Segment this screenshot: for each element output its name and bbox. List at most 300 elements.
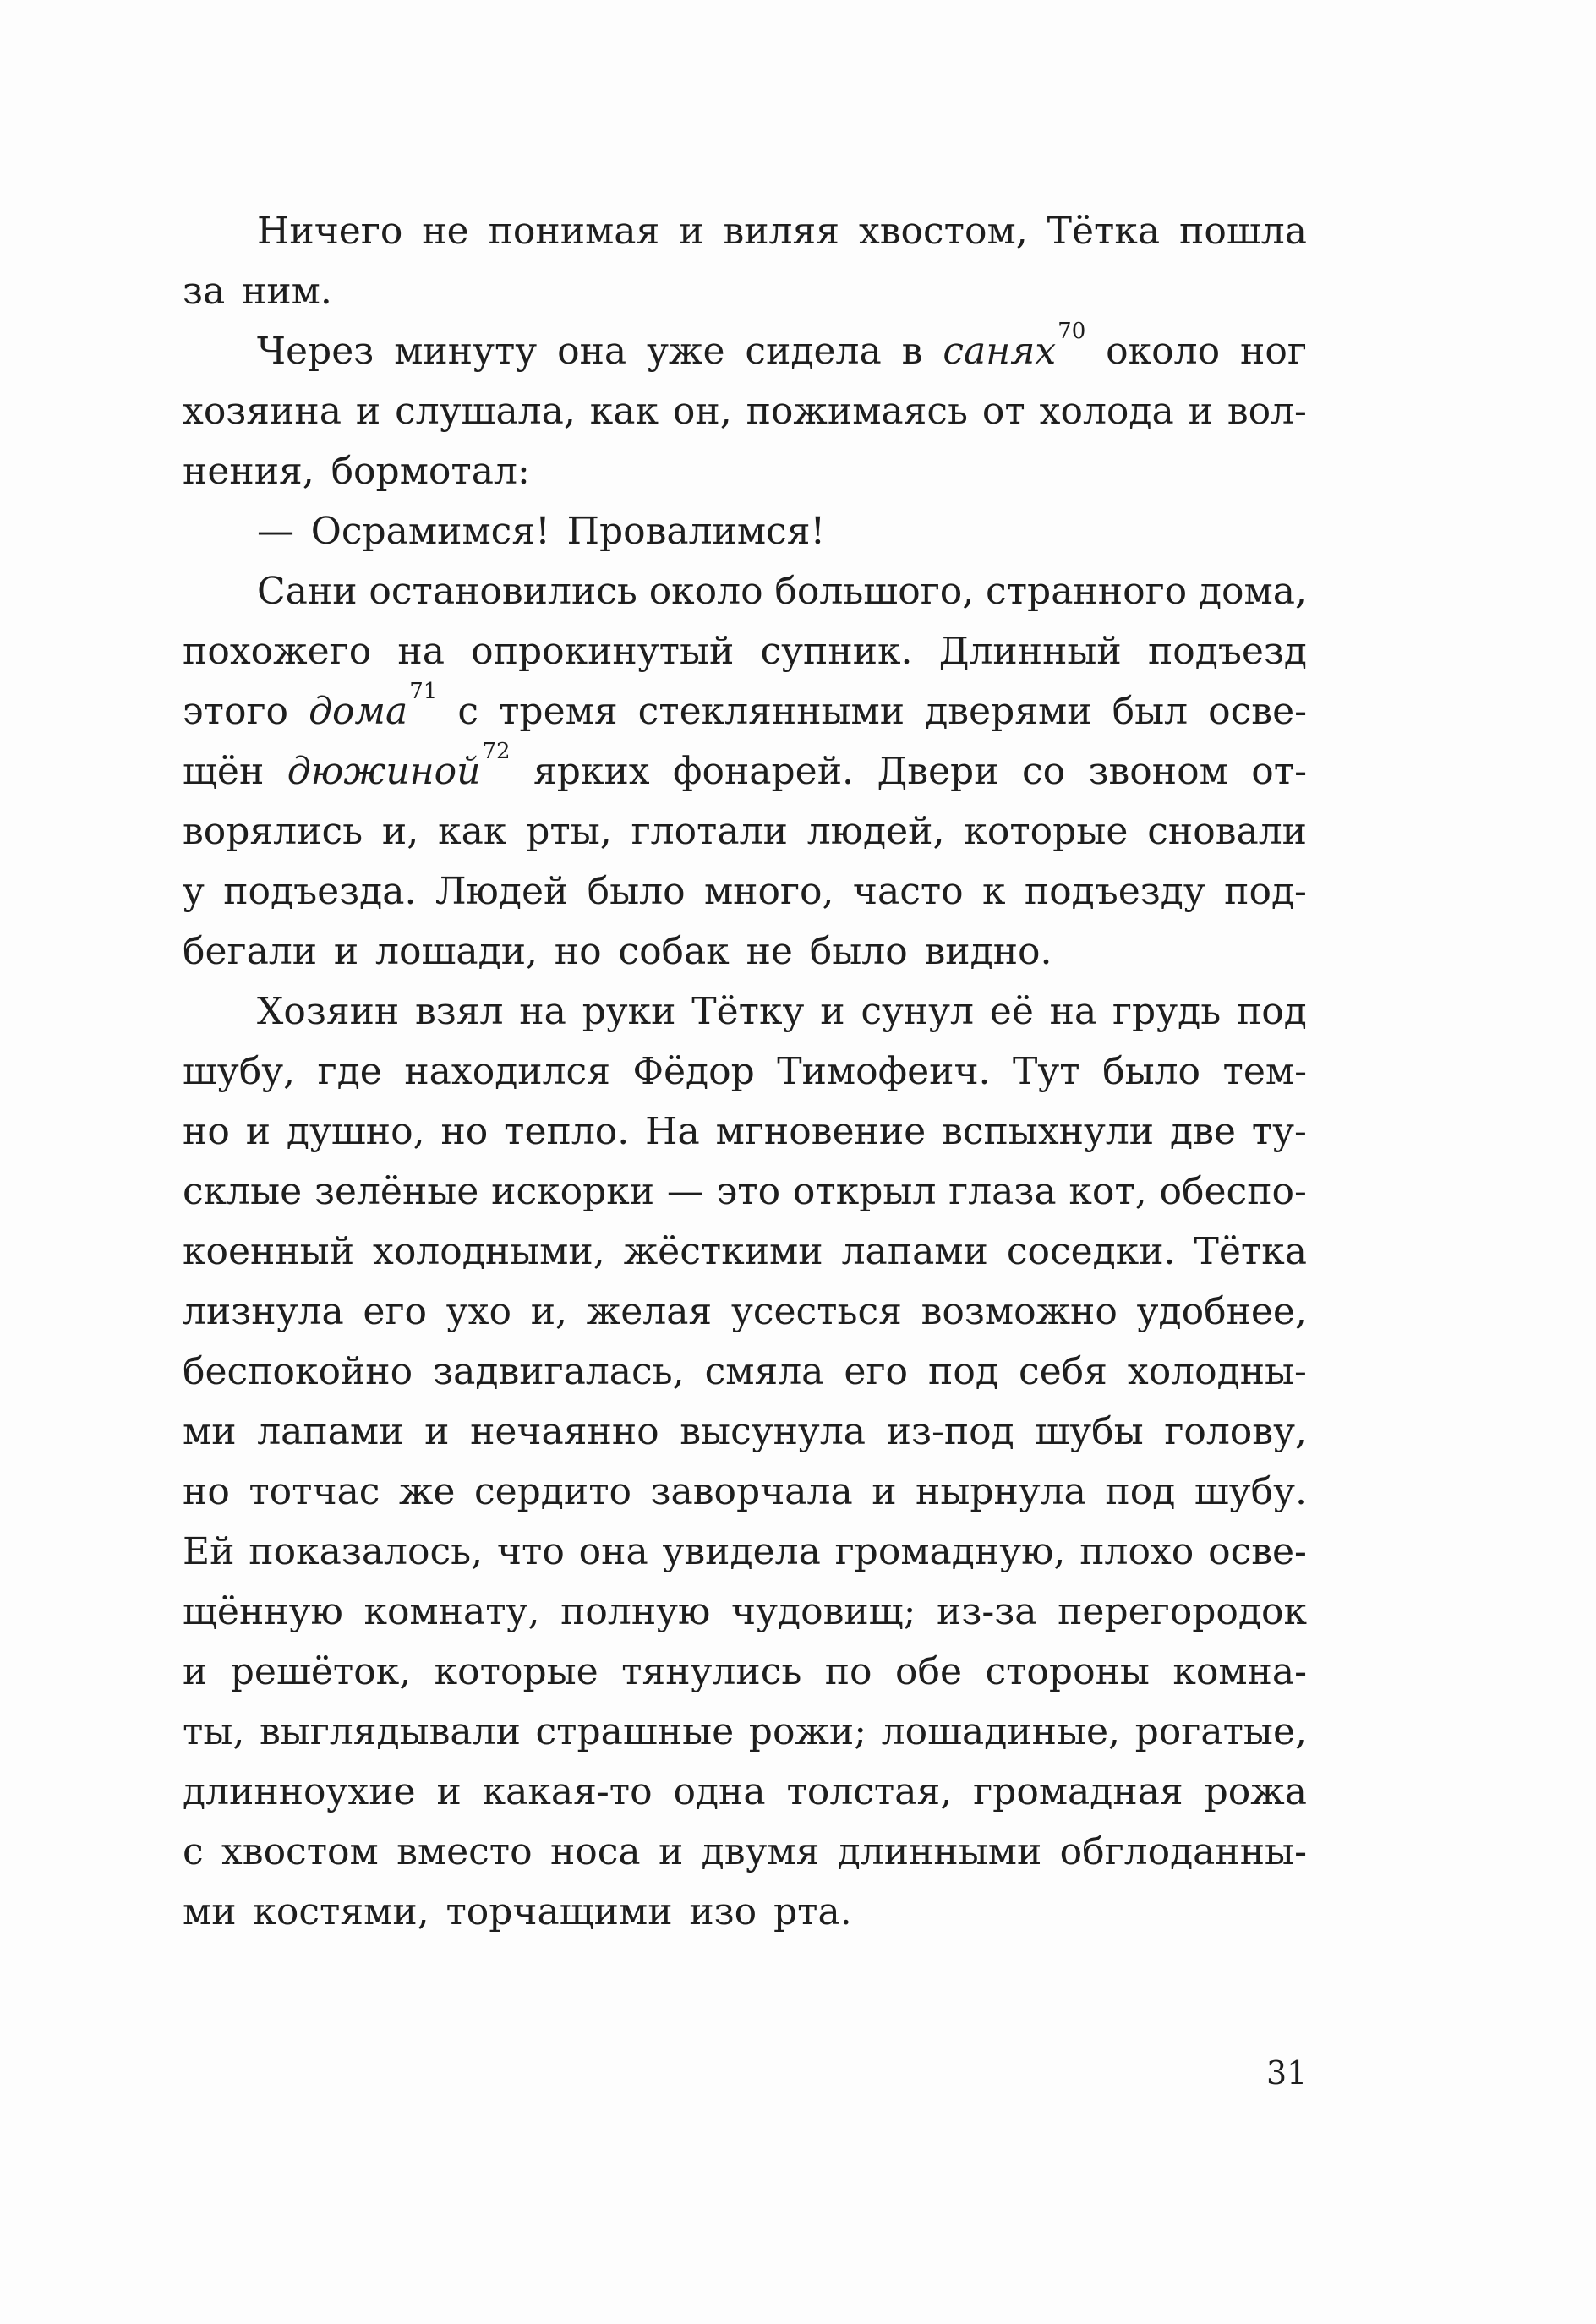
word: [1237, 982, 1307, 1042]
word: [257, 561, 358, 621]
word-text: полную: [560, 1590, 711, 1633]
word-text: виляя: [723, 210, 840, 253]
word: [731, 1282, 902, 1342]
word-text: Провалимся!: [566, 510, 826, 553]
word: [902, 321, 923, 381]
word: [691, 982, 804, 1042]
word-text: ухо: [445, 1290, 511, 1333]
word: [1106, 321, 1220, 381]
text-line: [183, 441, 1307, 501]
word-text: нырнула: [916, 1470, 1086, 1513]
word-text: ног: [1240, 330, 1307, 373]
word-text: с: [183, 1830, 204, 1873]
word-text: Двери: [877, 750, 999, 793]
word: [1147, 801, 1307, 861]
word-text: было: [587, 870, 686, 913]
word: [717, 1162, 780, 1222]
word-text: какая-то: [482, 1770, 653, 1813]
word: [982, 381, 1025, 441]
word-text: к: [982, 870, 1006, 913]
word-text: было: [809, 930, 908, 973]
word: [649, 561, 763, 621]
word: [1199, 561, 1307, 621]
word-text: рожа: [1204, 1770, 1307, 1813]
word: [887, 1402, 1014, 1462]
word-text: это: [716, 1170, 781, 1213]
word-text: торчащими: [445, 1890, 673, 1933]
word-text: находился: [404, 1050, 610, 1093]
word-text: ту-: [1251, 1110, 1307, 1153]
word: [395, 381, 576, 441]
word-text: бормотал:: [331, 450, 530, 493]
word: [631, 801, 788, 861]
word: [1164, 1402, 1307, 1462]
word-text: со: [1021, 750, 1066, 793]
word: [723, 201, 839, 261]
word-text: комнату,: [363, 1590, 540, 1633]
word-text: Через: [257, 330, 374, 373]
word-text: перегородок: [1058, 1590, 1307, 1633]
word: [223, 861, 416, 921]
word: [1112, 681, 1188, 741]
word: [939, 621, 1122, 681]
word: [1058, 1582, 1307, 1642]
word-text: и: [820, 990, 845, 1033]
word-text: по: [824, 1650, 872, 1693]
word-text: щённую: [183, 1590, 343, 1633]
word-text: жёсткими: [623, 1230, 823, 1273]
word: [673, 381, 732, 441]
word-text: Хозяин: [257, 990, 400, 1033]
word: [973, 1762, 1183, 1822]
word-text: он,: [672, 390, 732, 433]
text-line: [183, 861, 1307, 921]
word: [1105, 1462, 1175, 1522]
word-text: осве-: [1208, 690, 1307, 733]
word: [1208, 1522, 1307, 1582]
text-line: [183, 1462, 1307, 1522]
word-text: склые: [183, 1170, 303, 1213]
word-text: высунула: [680, 1410, 866, 1453]
word: [1102, 1042, 1200, 1102]
word: [249, 1522, 483, 1582]
word-text: стороны: [985, 1650, 1150, 1693]
word: [183, 1042, 295, 1102]
word-text: душно,: [286, 1110, 425, 1153]
word: [397, 621, 445, 681]
word: [1189, 381, 1213, 441]
text-line: [183, 1702, 1307, 1762]
text-line: [183, 1882, 1307, 1942]
word: [531, 1282, 567, 1342]
word: [895, 1642, 962, 1702]
word-text: как: [589, 390, 659, 433]
word-text: но: [440, 1110, 489, 1153]
word: [1089, 741, 1228, 801]
word-text: рты,: [526, 810, 612, 853]
word-text: тянулись: [621, 1650, 802, 1693]
word: [183, 1762, 416, 1822]
word-text: сунул: [861, 990, 975, 1033]
word: [761, 621, 913, 681]
word: [526, 801, 612, 861]
word: [470, 1402, 659, 1462]
word: [555, 921, 602, 982]
word: [1050, 982, 1097, 1042]
word: [257, 321, 374, 381]
word-text: пожимаясь: [746, 390, 969, 433]
word-text: задвигалась,: [433, 1350, 685, 1393]
footnote-marker: 70: [1058, 319, 1086, 345]
word: [260, 1702, 521, 1762]
word-text: на: [1049, 990, 1097, 1033]
word-text: которые: [434, 1650, 598, 1693]
word-text: Ничего: [257, 210, 403, 253]
word: [399, 1462, 456, 1522]
word: [1060, 1822, 1307, 1882]
word-text: и: [436, 1770, 462, 1813]
word: [673, 1762, 765, 1822]
word-text: обе: [894, 1650, 963, 1693]
text-line: [183, 621, 1307, 681]
word: [415, 982, 503, 1042]
word-text: но: [554, 930, 602, 973]
word-text: его: [844, 1350, 909, 1393]
word-text: Тимофеич.: [777, 1050, 991, 1093]
word-text: взял: [415, 990, 504, 1033]
word: [474, 1462, 631, 1522]
word-text: тем-: [1222, 1050, 1307, 1093]
text-line: [183, 261, 1307, 321]
word: [1019, 1342, 1107, 1402]
word-text: стеклянными: [637, 690, 905, 733]
word: [183, 801, 363, 861]
word: [246, 1102, 271, 1162]
word-text: шубу.: [1194, 1470, 1307, 1513]
word-text: бегали: [183, 930, 318, 973]
word-text: шубы: [1035, 1410, 1144, 1453]
word: [363, 1282, 427, 1342]
text-line: [183, 381, 1307, 441]
word-text: много,: [703, 870, 834, 913]
word: [1047, 201, 1160, 261]
word-text: и: [333, 930, 359, 973]
word: [183, 381, 342, 441]
word-text: собак: [618, 930, 730, 973]
word-text: удобнее,: [1136, 1290, 1307, 1333]
word-text: в: [901, 330, 923, 373]
word-text: мгновение: [715, 1110, 926, 1153]
word: [249, 1462, 380, 1522]
text-line: [183, 921, 1307, 982]
word-text: Тётка: [1194, 1230, 1307, 1273]
word: [861, 982, 974, 1042]
word-text: Длинный: [938, 630, 1122, 673]
word-text: толстая,: [786, 1770, 953, 1813]
word-text: себя: [1018, 1350, 1107, 1393]
word: [1137, 1282, 1307, 1342]
word: [445, 1882, 672, 1942]
text-line: [183, 1642, 1307, 1702]
word-text: выглядывали: [259, 1710, 521, 1753]
word-text: холодными,: [373, 1230, 605, 1273]
word: [1148, 621, 1307, 681]
word-text: коенный: [183, 1230, 355, 1273]
word-text: большого,: [774, 570, 975, 613]
word: [844, 1342, 908, 1402]
word-text: зелёные: [314, 1170, 479, 1213]
word: [982, 861, 1006, 921]
word-text: нения,: [183, 450, 314, 493]
word-text: грудь: [1112, 990, 1222, 1033]
word-text: около: [1106, 330, 1221, 373]
word-text: не: [746, 930, 793, 973]
word: [746, 921, 793, 982]
word: [632, 1042, 754, 1102]
word: [624, 1222, 823, 1282]
word-text: ты,: [183, 1710, 245, 1753]
word: [183, 1162, 302, 1222]
word-text: ним.: [242, 270, 332, 313]
text-line: [183, 681, 1307, 741]
word: [331, 441, 530, 501]
word: [183, 441, 314, 501]
word-text: нечаянно: [470, 1410, 659, 1453]
word-text: Сани: [257, 570, 358, 613]
text-line: [183, 801, 1307, 861]
word-text: Осрамимся!: [310, 510, 550, 553]
word-text: хозяина: [183, 390, 342, 433]
word-text: людей,: [806, 810, 945, 853]
word-text: тепло.: [504, 1110, 630, 1153]
text-line: [183, 1282, 1307, 1342]
word: [557, 321, 626, 381]
word: [457, 681, 478, 741]
word-text: и: [1188, 390, 1213, 433]
word-text: из-за: [937, 1590, 1037, 1633]
word-text: смяла: [704, 1350, 824, 1393]
footnote-marker: 71: [409, 679, 438, 705]
word: [183, 1342, 413, 1402]
word: [396, 1822, 533, 1882]
text-line: [183, 561, 1307, 621]
word: [985, 1642, 1149, 1702]
word-text: и: [183, 1650, 208, 1693]
word: [659, 1822, 683, 1882]
word: [689, 1882, 757, 1942]
word-text: усесться: [730, 1290, 902, 1333]
word: [1224, 861, 1307, 921]
word-text: которые: [964, 810, 1129, 853]
word: [435, 1642, 598, 1702]
word: [253, 1882, 429, 1942]
word: [680, 1402, 866, 1462]
word-text: Тётку: [691, 990, 805, 1033]
word: [777, 1042, 990, 1102]
word: [820, 982, 844, 1042]
word-text: хвостом,: [858, 210, 1028, 253]
word: [560, 1582, 710, 1642]
word: [567, 501, 826, 561]
word-text: где: [317, 1050, 382, 1093]
word-text: Тётка: [1047, 210, 1161, 253]
text-line: [183, 201, 1307, 261]
word: [1179, 201, 1307, 261]
word: [382, 801, 418, 861]
word-text: длинноухие: [183, 1770, 416, 1813]
word: [948, 1162, 1056, 1222]
word: [746, 381, 968, 441]
word: [369, 561, 637, 621]
word-text: костями,: [253, 1890, 429, 1933]
word-text: и: [424, 1410, 450, 1453]
word-text: было: [1102, 1050, 1201, 1093]
word: [749, 1702, 866, 1762]
word: [1240, 321, 1307, 381]
word: [705, 1342, 824, 1402]
word: [183, 1282, 344, 1342]
word: [499, 681, 618, 741]
word-text: комна-: [1172, 1650, 1307, 1693]
word: [1170, 1102, 1236, 1162]
word-text: Тут: [1013, 1050, 1080, 1093]
word: [422, 201, 468, 261]
word: [647, 321, 724, 381]
word: [183, 1642, 207, 1702]
word-text: ярких: [533, 750, 650, 793]
word: [183, 261, 225, 321]
word: [497, 1522, 565, 1582]
word-text: звоном: [1088, 750, 1228, 793]
word: [311, 501, 550, 561]
word: [404, 1042, 610, 1102]
word: [183, 1582, 343, 1642]
word: [825, 1642, 872, 1702]
word: [435, 861, 568, 921]
word: [679, 201, 703, 261]
word-text: возможно: [921, 1290, 1118, 1333]
word: [986, 561, 1187, 621]
word: [183, 861, 205, 921]
text-line: [183, 1102, 1307, 1162]
word: [183, 1462, 230, 1522]
word-text: хвостом: [221, 1830, 379, 1873]
word: [943, 321, 1085, 381]
word: [334, 921, 358, 982]
word-text: и,: [381, 810, 419, 853]
word: [667, 1162, 704, 1222]
word: [925, 681, 1091, 741]
word-text: лошадиные,: [881, 1710, 1121, 1753]
word: [1069, 1162, 1146, 1222]
word: [183, 741, 264, 801]
word-text: страшные: [535, 1710, 735, 1753]
word: [1112, 982, 1221, 1042]
word: [990, 982, 1034, 1042]
word: [533, 741, 650, 801]
word: [835, 1522, 1066, 1582]
word-text: дюжиной: [287, 750, 481, 793]
word: [1135, 1702, 1307, 1762]
word: [183, 1702, 244, 1762]
word: [638, 681, 905, 741]
word: [287, 741, 511, 801]
word-text: и: [872, 1470, 897, 1513]
word: [579, 1522, 648, 1582]
word-text: желая: [586, 1290, 713, 1333]
word: [183, 621, 371, 681]
word: [504, 1102, 629, 1162]
word-text: дверями: [925, 690, 1092, 733]
word: [704, 861, 834, 921]
word-text: вспыхнули: [942, 1110, 1155, 1153]
word: [221, 1822, 379, 1882]
word-text: она: [578, 1530, 648, 1573]
word: [1205, 1762, 1307, 1822]
word: [257, 501, 294, 561]
word: [375, 921, 538, 982]
word-text: уже: [647, 330, 725, 373]
word: [183, 921, 317, 982]
word: [446, 1282, 511, 1342]
word: [588, 861, 686, 921]
word-text: санях: [943, 330, 1057, 373]
word: [424, 1402, 449, 1462]
word-text: изо: [689, 1890, 757, 1933]
word-text: открыл: [792, 1170, 937, 1213]
word-text: лапами: [257, 1410, 404, 1453]
word-text: холода: [1039, 390, 1174, 433]
word: [651, 1462, 853, 1522]
word: [793, 1162, 936, 1222]
word-text: около: [648, 570, 763, 613]
word: [394, 321, 537, 381]
word: [519, 982, 566, 1042]
word: [702, 1822, 820, 1882]
word-text: ми: [183, 1890, 237, 1933]
word-text: и: [245, 1110, 271, 1153]
word: [489, 201, 660, 261]
word: [925, 921, 1052, 982]
word-text: заворчала: [650, 1470, 853, 1513]
word-text: громадная: [973, 1770, 1183, 1813]
footnote-marker: 72: [482, 739, 511, 765]
word-text: Ей: [183, 1530, 235, 1573]
word-text: чудовищ;: [731, 1590, 916, 1633]
word-text: обглоданны-: [1059, 1830, 1307, 1873]
word: [842, 1222, 988, 1282]
text-line: [183, 982, 1307, 1042]
word: [471, 621, 734, 681]
word: [257, 982, 399, 1042]
word-text: подъезда.: [223, 870, 417, 913]
word-text: лапами: [841, 1230, 988, 1273]
word-text: холодны-: [1127, 1350, 1307, 1393]
word: [838, 1822, 1042, 1882]
word: [287, 1102, 425, 1162]
word-text: остановились: [369, 570, 637, 613]
word: [1172, 1642, 1307, 1702]
word-text: не: [422, 210, 469, 253]
word: [257, 201, 402, 261]
word-text: громадную,: [834, 1530, 1066, 1573]
word: [853, 861, 964, 921]
word: [318, 1042, 382, 1102]
word: [1079, 1522, 1194, 1582]
word-text: —: [666, 1170, 704, 1213]
word: [257, 1402, 403, 1462]
word: [810, 921, 908, 982]
